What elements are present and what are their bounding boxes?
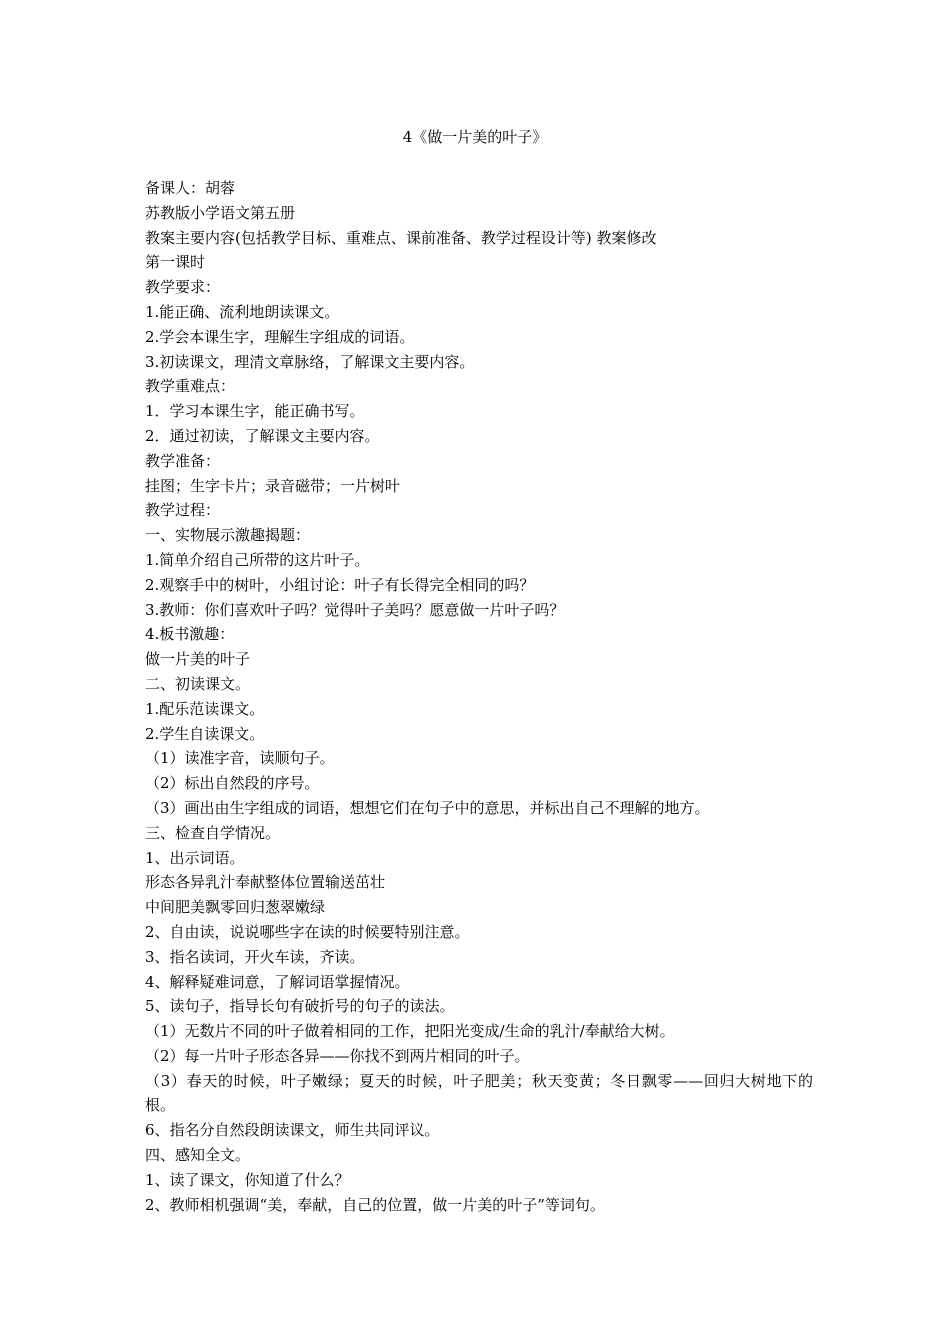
document-body <box>145 176 813 1217</box>
text-line: 2.学生自读课文。 <box>145 724 265 743</box>
text-line: （2）标出自然段的序号。 <box>145 774 320 793</box>
document-title: 4《做一片美的叶子》 <box>402 128 548 146</box>
text-line: 1.能正确、流利地朗读课文。 <box>145 302 340 321</box>
text-line: 1．学习本课生字，能正确书写。 <box>145 402 365 421</box>
section-heading: 教学过程： <box>145 501 221 520</box>
text-line: 中间肥美飘零回归葱翠嫩绿 <box>145 898 326 917</box>
section-heading: 教学重难点： <box>145 377 236 396</box>
section-heading: 教学准备： <box>145 451 221 470</box>
text-line: 2．通过初读，了解课文主要内容。 <box>145 426 380 445</box>
text-line: 一、实物展示激趣揭题： <box>145 526 311 545</box>
text-line: 四、感知全文。 <box>145 1146 251 1165</box>
text-line: 4、解释疑难词意，了解词语掌握情况。 <box>145 972 410 991</box>
text-line: 1、出示词语。 <box>145 848 245 867</box>
text-line: 形态各异乳汁奉献整体位置输送茁壮 <box>145 873 386 892</box>
text-line: 2.学会本课生字，理解生字组成的词语。 <box>145 327 415 346</box>
text-line: 苏教版小学语文第五册 <box>145 203 296 222</box>
text-line: （3）画出由生字组成的词语，想想它们在句子中的意思，并标出自己不理解的地方。 <box>145 798 710 817</box>
text-line: 做一片美的叶子 <box>145 650 251 669</box>
text-line: 2、自由读，说说哪些字在读的时候要特别注意。 <box>145 922 470 941</box>
text-line: 教案主要内容(包括教学目标、重难点、课前准备、教学过程设计等) 教案修改 <box>145 228 657 247</box>
text-line: 2.观察手中的树叶，小组讨论：叶子有长得完全相同的吗？ <box>145 575 535 594</box>
text-line: 1.配乐范读课文。 <box>145 699 265 718</box>
text-line: 1、读了课文，你知道了什么？ <box>145 1170 350 1189</box>
text-line: 5、读句子，指导长句有破折号的句子的读法。 <box>145 997 455 1016</box>
text-line: 二、初读课文。 <box>145 674 251 693</box>
section-heading: 教学要求： <box>145 278 221 297</box>
text-line: 三、检查自学情况。 <box>145 823 281 842</box>
text-line: （1）无数片不同的叶子做着相同的工作，把阳光变成/生命的乳汁/奉献给大树。 <box>145 1022 675 1041</box>
text-line: 4.板书激趣： <box>145 625 235 644</box>
text-line: 挂图；生字卡片；录音磁带；一片树叶 <box>145 476 401 495</box>
text-line: 2、教师相机强调“美，奉献，自己的位置，做一片美的叶子”等词句。 <box>145 1195 605 1214</box>
text-line: 3、指名读词，开火车读，齐读。 <box>145 947 365 966</box>
text-line: 3.初读课文，理清文章脉络，了解课文主要内容。 <box>145 352 475 371</box>
text-line: 备课人：胡蓉 <box>145 179 236 197</box>
text-line: 3.教师：你们喜欢叶子吗？觉得叶子美吗？愿意做一片叶子吗？ <box>145 600 565 619</box>
text-line: 1.简单介绍自己所带的这片叶子。 <box>145 550 370 569</box>
text-line: （1）读准字音，读顺句子。 <box>145 749 335 768</box>
text-line: 第一课时 <box>145 253 206 272</box>
text-line: 6、指名分自然段朗读课文，师生共同评议。 <box>145 1121 440 1140</box>
text-line: （2）每一片叶子形态各异——你找不到两片相同的叶子。 <box>145 1046 530 1065</box>
text-line: （3）春天的时候，叶子嫩绿；夏天的时候，叶子肥美；秋天变黄；冬日飘零——回归大树地下的根。 <box>145 1071 813 1115</box>
